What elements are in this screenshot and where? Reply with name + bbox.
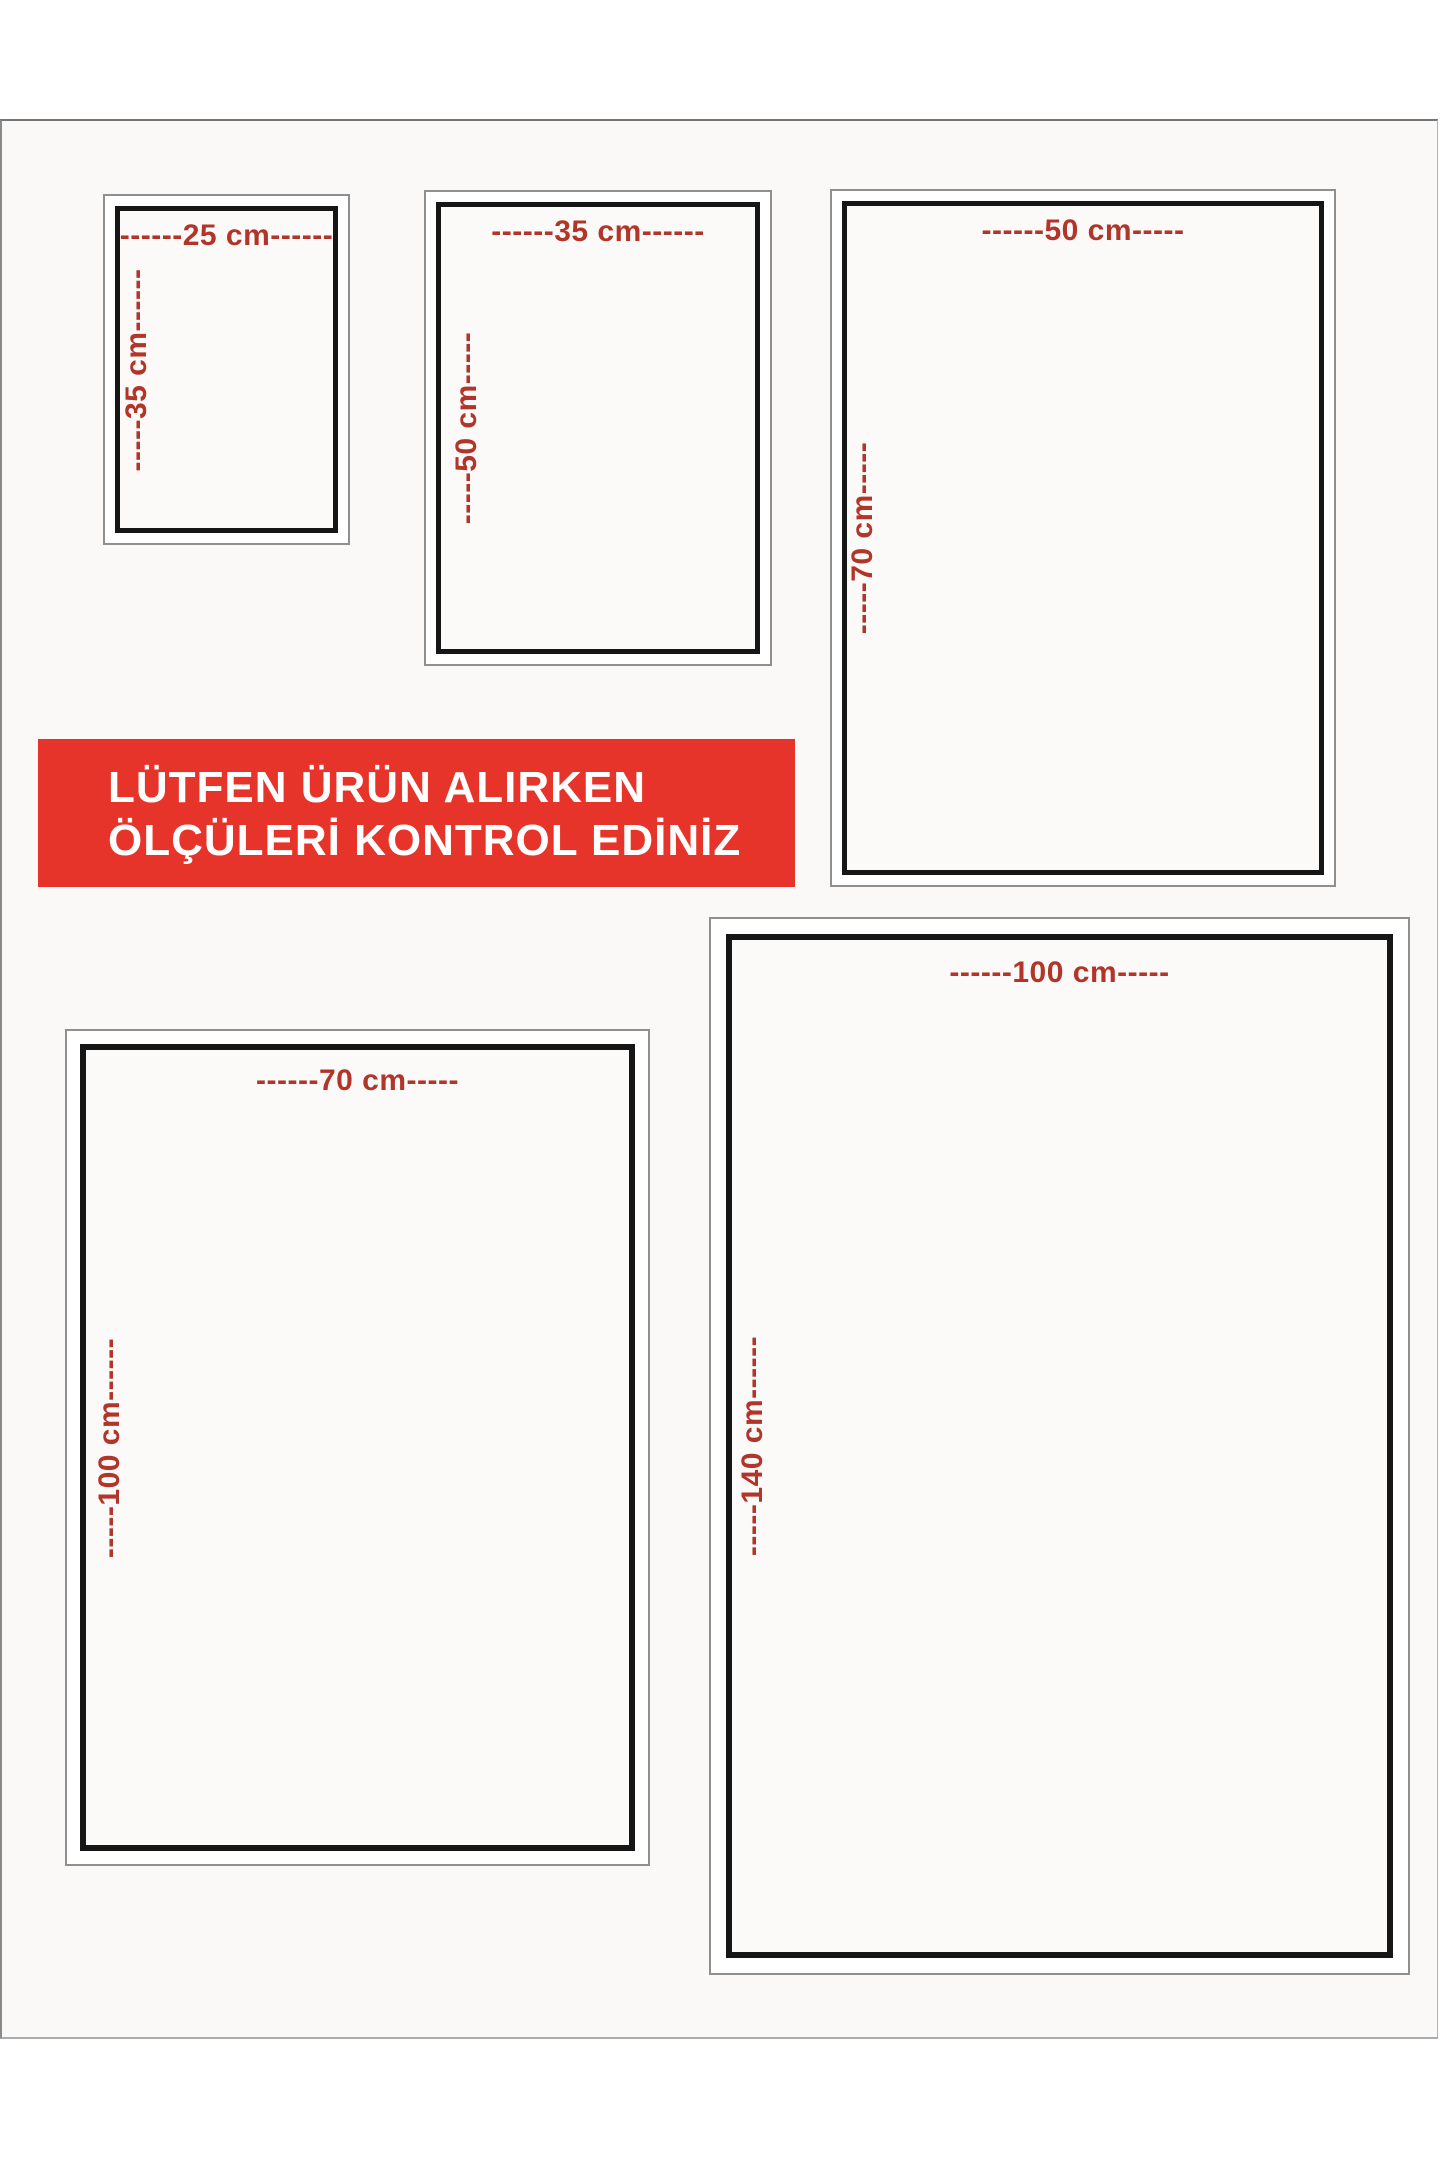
warning-banner-line1: LÜTFEN ÜRÜN ALIRKEN [108, 763, 646, 812]
height-dimension-label: -----70 cm----- [846, 441, 879, 635]
size-box-25x35 [103, 194, 350, 545]
size-box-100x140-inner [726, 934, 1393, 1958]
height-dimension-label: -----140 cm------ [736, 1335, 769, 1557]
width-dimension-label: ------100 cm----- [949, 956, 1170, 989]
size-box-35x50-inner [436, 202, 760, 654]
size-box-50x70-inner [842, 201, 1324, 875]
width-dimension-label: ------25 cm------ [119, 219, 334, 252]
width-dimension-label: ------50 cm----- [981, 214, 1185, 247]
size-box-35x50 [424, 190, 772, 666]
size-box-50x70 [830, 189, 1336, 887]
warning-banner [38, 739, 795, 887]
height-dimension-label: -----100 cm------ [93, 1337, 126, 1558]
warning-banner-line2: ÖLÇÜLERİ KONTROL EDİNİZ [108, 816, 742, 865]
size-box-70x100 [65, 1029, 650, 1866]
size-box-70x100-inner [80, 1044, 635, 1851]
width-dimension-label: ------70 cm----- [256, 1064, 459, 1097]
size-box-100x140 [709, 917, 1410, 1975]
width-dimension-label: ------35 cm------ [491, 215, 705, 248]
size-box-25x35-inner [115, 206, 338, 533]
height-dimension-label: -----35 cm------ [120, 268, 153, 471]
height-dimension-label: -----50 cm----- [450, 331, 483, 525]
